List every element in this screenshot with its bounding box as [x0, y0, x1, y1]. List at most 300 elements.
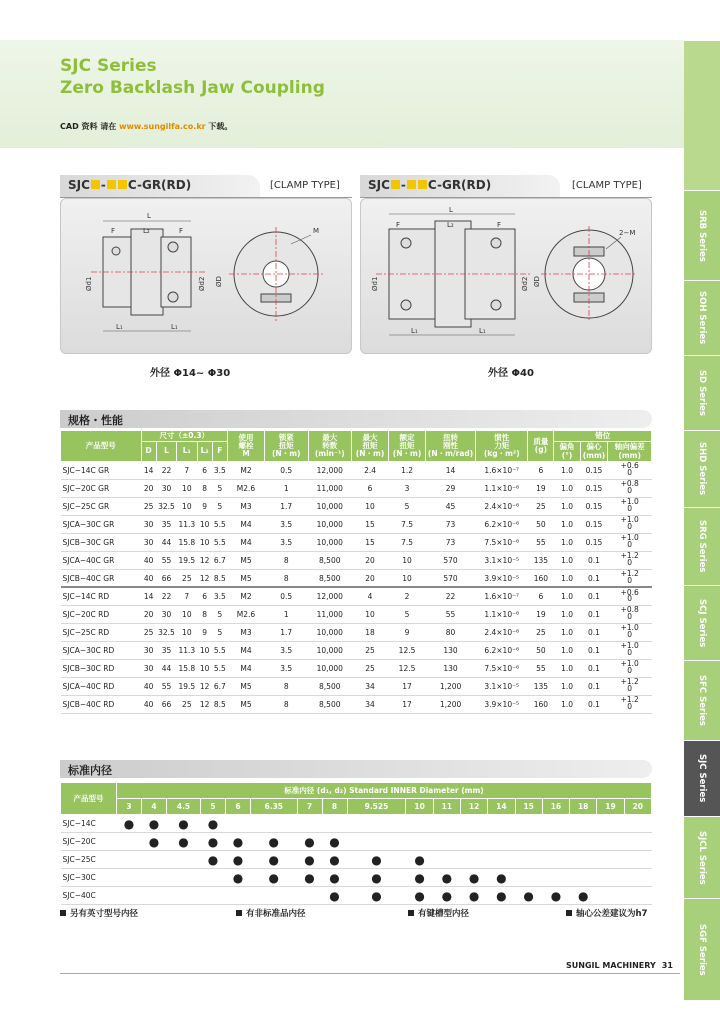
spec-cell-L1: 25 [177, 695, 197, 713]
bore-row [61, 851, 652, 869]
spec-cell-ecc: 0.1 [580, 677, 608, 695]
spec-cell-max: 34 [352, 677, 389, 695]
svg-text:L₂: L₂ [143, 227, 150, 235]
spec-cell-L1: 10 [177, 605, 197, 623]
spec-cell-L1: 25 [177, 569, 197, 587]
spec-cell-D: 30 [141, 533, 156, 551]
bore-available-dot: ● [433, 869, 460, 887]
spec-row [61, 479, 652, 497]
spec-section-title: 规格・性能 [60, 410, 652, 428]
spec-cell-M: M2 [227, 587, 264, 605]
bore-available-dot: ● [322, 851, 347, 869]
spec-cell-stiff: 130 [426, 641, 476, 659]
bore-cell-model: SJC−40C [61, 887, 117, 905]
spec-cell-tq: 0.5 [264, 587, 308, 605]
spec-cell-ecc: 0.15 [580, 515, 608, 533]
bore-empty-cell [488, 833, 515, 851]
spec-cell-rated: 10 [389, 551, 426, 569]
spec-table: 产品型号 尺寸（±0.3） 使用 螺栓 M 锁紧 扭矩 (N・m) 最大 转数 (min⁻¹) 最大 扭矩 (N・m) 额定 扭矩 (N・m) 扭转 刚性 (N・m/rad) 惯性 力矩 (kg・m²) 质量 (g) 错位 D L L₁ L₂ F 偏角 (°) 偏心 (mm) 轴向偏差 (mm) SJC−14C GR 14 22 7 6 3.5 M2 0.5 12,000 2.4 1.2 14 1.6×10⁻⁷ 6 1.0 0.15 +0.6 0 SJC−20C GR 20 30 10 8 5 M2.6 1 11,000 6 3 29 1.1×10⁻⁶ 19 1.0 0.15 +0.8 0 SJC−25C GR 25 32.5 10 9 5 M3 1.7 10,000 10 5 45 2.4×10⁻⁶ 25 1.0 0.15 +1.0 0 SJCA−30C GR 30 35 11.3 10 5.5 M4 3.5 10,000 15 7.5 73 6.2×10⁻⁶ 50 1.0 0.15 +1.0 0 SJCB−30C GR 30 44 15.8 10 5.5 M4 3.5 10,000 15 7.5 73 7.5×10⁻⁶ 55 1.0 0.15 +1.0 0 SJCA−40C GR 40 55 19.5 12 6.7 M5 8 8,500 20 10 570 3.1×10⁻⁵ 135 1.0 0.1 +1.2 0 SJCB−40C GR 40 66 25 12 8.5 M5 8 8,500 20 10 570 3.9×10⁻⁵ 160 1.0 0.1 +1.2 0 SJC−14C RD 14 22 7 6 3.5 M2 0.5 12,000 4 2 22 1.6×10⁻⁷ 6 1.0 0.1 +0.6 0 SJC−20C RD 20 30 10 8 5 M2.6 1 11,000 10 5 55 1.1×10⁻⁶ 19 1.0 0.1 +0.8 0 SJC−25C RD 25 32.5 10 9 5 M3 1.7 10,000 18 9 80 2.4×10⁻⁶ 25 1.0 0.1 +1.0 0 SJCA−30C RD 30 35 11.3 10 5.5 M4 3.5 10,000 25 12.5 130 6.2×10⁻⁶ 50 1.0 0.1 +1.0 0 SJCB−30C RD 30 44 15.8 10 5.5 M4 3.5 10,000 25 12.5 130 7.5×10⁻⁶ 55 1.0 0.1 +1.0 0 SJCA−40C RD 40 55 19.5 12 6.7 M5 8 8,500 34 17 1,200 3.1×10⁻⁵ 135 1.0 0.1 +1.2 0 SJCB−40C RD 40 66 25 12 8.5 M5 8 8,500 34 17 1,200 3.9×10⁻⁵ 160 1.0 0.1 +1.2 0 [60, 430, 652, 714]
spec-cell-stiff: 73 [426, 533, 476, 551]
spec-cell-axial: +1.0 0 [608, 641, 652, 659]
drawing-1-box [60, 198, 352, 354]
bore-size-header: 19 [597, 799, 624, 815]
bore-available-dot: ● [141, 815, 166, 833]
spec-cell-L1: 19.5 [177, 551, 197, 569]
bore-size-header: 4 [141, 799, 166, 815]
spec-cell-tq: 3.5 [264, 659, 308, 677]
spec-cell-L: 22 [156, 461, 176, 479]
spec-cell-tq: 8 [264, 551, 308, 569]
bore-available-dot: ● [166, 833, 200, 851]
svg-text:L₁: L₁ [116, 323, 123, 331]
bore-empty-cell [322, 815, 347, 833]
drawing-2-box [360, 198, 652, 354]
spec-cell-rated: 7.5 [389, 533, 426, 551]
spec-cell-tq: 0.5 [264, 461, 308, 479]
spec-row [61, 623, 652, 641]
spec-cell-tq: 1.7 [264, 497, 308, 515]
bore-table [60, 782, 652, 905]
page-number: 31 [661, 961, 673, 970]
spec-cell-inertia: 6.2×10⁻⁶ [476, 641, 528, 659]
spec-cell-rated: 5 [389, 605, 426, 623]
side-tab-sfc[interactable]: SFC Series [684, 660, 720, 740]
spec-cell-max: 6 [352, 479, 389, 497]
spec-cell-L2: 9 [197, 497, 212, 515]
spec-cell-ang: 1.0 [554, 551, 580, 569]
spec-cell-rpm: 11,000 [308, 479, 352, 497]
bore-empty-cell [488, 851, 515, 869]
bore-empty-cell [297, 887, 322, 905]
bore-available-dot: ● [406, 851, 433, 869]
spec-cell-L2: 8 [197, 479, 212, 497]
svg-text:2−M: 2−M [619, 229, 636, 237]
side-tab-soh[interactable]: SOH Series [684, 280, 720, 355]
spec-cell-rpm: 8,500 [308, 677, 352, 695]
spec-cell-max: 25 [352, 641, 389, 659]
spec-cell-rated: 7.5 [389, 515, 426, 533]
spec-cell-rated: 9 [389, 623, 426, 641]
spec-cell-rated: 2 [389, 587, 426, 605]
svg-text:L₁: L₁ [411, 327, 418, 335]
spec-cell-max: 15 [352, 533, 389, 551]
spec-cell-L: 22 [156, 587, 176, 605]
bore-empty-cell [117, 833, 142, 851]
spec-cell-rpm: 8,500 [308, 695, 352, 713]
bore-size-row [61, 799, 652, 815]
bore-empty-cell [347, 833, 406, 851]
bore-empty-cell [226, 887, 251, 905]
spec-cell-stiff: 80 [426, 623, 476, 641]
bore-empty-cell [624, 833, 651, 851]
spec-cell-L2: 6 [197, 587, 212, 605]
spec-cell-M: M5 [227, 695, 264, 713]
bore-empty-cell [251, 815, 298, 833]
spec-cell-ecc: 0.1 [580, 587, 608, 605]
bore-size-header: 11 [433, 799, 460, 815]
bore-empty-cell [117, 869, 142, 887]
spec-cell-M: M3 [227, 497, 264, 515]
spec-cell-L: 44 [156, 659, 176, 677]
spec-cell-axial: +1.2 0 [608, 677, 652, 695]
bore-empty-cell [597, 887, 624, 905]
bore-size-header: 8 [322, 799, 347, 815]
bore-empty-cell [166, 887, 200, 905]
note-inch-bore: 另有英寸型号内径 [60, 907, 138, 919]
spec-cell-D: 40 [141, 695, 156, 713]
bore-empty-cell [433, 851, 460, 869]
spec-cell-inertia: 7.5×10⁻⁶ [476, 659, 528, 677]
bore-available-dot: ● [347, 869, 406, 887]
spec-cell-model: SJCB−40C GR [61, 569, 142, 587]
spec-cell-inertia: 2.4×10⁻⁶ [476, 623, 528, 641]
spec-cell-ang: 1.0 [554, 695, 580, 713]
spec-cell-tq: 1.7 [264, 623, 308, 641]
spec-cell-model: SJC−14C GR [61, 461, 142, 479]
spec-cell-L2: 6 [197, 461, 212, 479]
bore-table-body [61, 815, 652, 905]
svg-text:M: M [313, 227, 320, 235]
spec-cell-tq: 1 [264, 479, 308, 497]
spec-cell-inertia: 3.9×10⁻⁵ [476, 569, 528, 587]
bore-empty-cell [570, 815, 597, 833]
bore-available-dot: ● [297, 869, 322, 887]
spec-cell-M: M2.6 [227, 479, 264, 497]
spec-cell-max: 15 [352, 515, 389, 533]
spec-cell-ang: 1.0 [554, 515, 580, 533]
spec-header-misalign: 错位 [554, 431, 652, 442]
spec-cell-M: M2 [227, 461, 264, 479]
spec-cell-ecc: 0.15 [580, 479, 608, 497]
bore-empty-cell [542, 815, 569, 833]
spec-cell-ecc: 0.1 [580, 641, 608, 659]
cad-download-note [60, 121, 232, 132]
drawing-2-caption: 外径 Φ40 [488, 368, 534, 379]
page-footer [566, 961, 673, 970]
spec-cell-D: 30 [141, 641, 156, 659]
bore-available-dot: ● [166, 815, 200, 833]
spec-cell-axial: +1.2 0 [608, 695, 652, 713]
spec-cell-axial: +1.0 0 [608, 533, 652, 551]
spec-cell-model: SJCB−30C RD [61, 659, 142, 677]
spec-cell-L1: 19.5 [177, 677, 197, 695]
spec-cell-axial: +1.0 0 [608, 497, 652, 515]
svg-text:L₁: L₁ [171, 323, 178, 331]
spec-row [61, 677, 652, 695]
bore-size-header: 10 [406, 799, 433, 815]
svg-text:L: L [449, 206, 453, 214]
bore-size-header: 12 [461, 799, 488, 815]
spec-cell-L: 30 [156, 479, 176, 497]
bore-empty-cell [433, 815, 460, 833]
spec-cell-max: 20 [352, 569, 389, 587]
spec-cell-M: M4 [227, 533, 264, 551]
spec-row [61, 659, 652, 677]
spec-cell-mass: 55 [528, 533, 554, 551]
bore-available-dot: ● [488, 869, 515, 887]
spec-cell-inertia: 3.1×10⁻⁵ [476, 677, 528, 695]
bore-empty-cell [297, 815, 322, 833]
side-tab-srg[interactable]: SRG Series [684, 507, 720, 585]
bore-size-header: 3 [117, 799, 142, 815]
spec-cell-rpm: 10,000 [308, 623, 352, 641]
spec-row [61, 533, 652, 551]
spec-row [61, 461, 652, 479]
spec-cell-L1: 10 [177, 623, 197, 641]
bore-empty-cell [570, 869, 597, 887]
bore-available-dot: ● [406, 869, 433, 887]
bore-size-header: 5 [201, 799, 226, 815]
bore-empty-cell [570, 851, 597, 869]
svg-text:Ød2: Ød2 [521, 276, 529, 291]
spec-cell-L: 32.5 [156, 623, 176, 641]
side-tab-srb[interactable]: SRB Series [684, 190, 720, 280]
spec-cell-rated: 17 [389, 677, 426, 695]
spec-cell-L1: 11.3 [177, 641, 197, 659]
bore-empty-cell [347, 815, 406, 833]
spec-cell-D: 40 [141, 569, 156, 587]
spec-cell-rpm: 10,000 [308, 497, 352, 515]
spec-cell-max: 20 [352, 551, 389, 569]
spec-cell-D: 20 [141, 479, 156, 497]
spec-cell-inertia: 7.5×10⁻⁶ [476, 533, 528, 551]
bore-size-header: 6 [226, 799, 251, 815]
spec-cell-ecc: 0.1 [580, 605, 608, 623]
spec-cell-L: 55 [156, 551, 176, 569]
spec-cell-axial: +1.2 0 [608, 551, 652, 569]
spec-cell-L2: 9 [197, 623, 212, 641]
spec-cell-ecc: 0.1 [580, 659, 608, 677]
spec-cell-F: 3.5 [212, 461, 227, 479]
bore-section-title: 标准内径 [60, 760, 652, 778]
spec-cell-D: 25 [141, 497, 156, 515]
bore-empty-cell [542, 833, 569, 851]
spec-cell-D: 30 [141, 515, 156, 533]
spec-cell-inertia: 3.9×10⁻⁵ [476, 695, 528, 713]
bore-size-header: 14 [488, 799, 515, 815]
spec-cell-rated: 3 [389, 479, 426, 497]
bore-empty-cell [141, 887, 166, 905]
bore-available-dot: ● [201, 833, 226, 851]
spec-cell-L2: 12 [197, 569, 212, 587]
spec-row [61, 695, 652, 713]
spec-cell-F: 3.5 [212, 587, 227, 605]
spec-cell-model: SJCB−30C GR [61, 533, 142, 551]
spec-cell-model: SJC−25C RD [61, 623, 142, 641]
spec-cell-D: 30 [141, 659, 156, 677]
bore-empty-cell [515, 851, 542, 869]
spec-cell-F: 6.7 [212, 677, 227, 695]
spec-cell-ang: 1.0 [554, 497, 580, 515]
spec-cell-ang: 1.0 [554, 677, 580, 695]
spec-cell-ang: 1.0 [554, 659, 580, 677]
spec-cell-L2: 10 [197, 641, 212, 659]
spec-cell-axial: +0.8 0 [608, 479, 652, 497]
spec-cell-D: 20 [141, 605, 156, 623]
spec-cell-L: 35 [156, 641, 176, 659]
bore-empty-cell [141, 851, 166, 869]
spec-cell-rated: 10 [389, 569, 426, 587]
side-tab-sjcl[interactable]: SJCL Series [684, 816, 720, 898]
bore-cell-model: SJC−20C [61, 833, 117, 851]
spec-cell-mass: 55 [528, 659, 554, 677]
spec-cell-rpm: 11,000 [308, 605, 352, 623]
spec-cell-rpm: 10,000 [308, 515, 352, 533]
spec-cell-L: 35 [156, 515, 176, 533]
spec-cell-tq: 3.5 [264, 533, 308, 551]
spec-cell-axial: +1.0 0 [608, 659, 652, 677]
bore-size-header: 9.525 [347, 799, 406, 815]
spec-row [61, 587, 652, 605]
spec-cell-tq: 3.5 [264, 515, 308, 533]
spec-cell-D: 14 [141, 461, 156, 479]
bore-available-dot: ● [251, 851, 298, 869]
dim-L-label: L [147, 212, 151, 220]
spec-cell-model: SJCA−40C RD [61, 677, 142, 695]
drawing-1-type: [CLAMP TYPE] [270, 180, 340, 191]
spec-cell-F: 5 [212, 479, 227, 497]
coupling-drawing-small [61, 199, 351, 353]
spec-cell-ang: 1.0 [554, 587, 580, 605]
bore-empty-cell [515, 833, 542, 851]
bore-available-dot: ● [201, 851, 226, 869]
spec-cell-stiff: 73 [426, 515, 476, 533]
spec-cell-inertia: 3.1×10⁻⁵ [476, 551, 528, 569]
spec-cell-model: SJCA−30C GR [61, 515, 142, 533]
spec-cell-F: 5.5 [212, 533, 227, 551]
spec-cell-ang: 1.0 [554, 623, 580, 641]
bore-empty-cell [226, 815, 251, 833]
drawing-1-caption: 外径 Φ14~ Φ30 [150, 368, 231, 379]
spec-cell-mass: 135 [528, 677, 554, 695]
spec-cell-model: SJC−25C GR [61, 497, 142, 515]
drawing-2-title: SJC - C-GR(RD) [360, 175, 560, 197]
spec-cell-M: M5 [227, 677, 264, 695]
spec-cell-L1: 15.8 [177, 659, 197, 677]
bore-row [61, 887, 652, 905]
cad-prefix: CAD 资料 请在 [60, 122, 120, 131]
bore-empty-cell [461, 815, 488, 833]
spec-cell-mass: 25 [528, 497, 554, 515]
spec-cell-tq: 1 [264, 605, 308, 623]
bore-empty-cell [597, 833, 624, 851]
bore-available-dot: ● [515, 887, 542, 905]
bore-empty-cell [406, 815, 433, 833]
spec-row [61, 497, 652, 515]
spec-cell-F: 8.5 [212, 569, 227, 587]
bore-empty-cell [515, 815, 542, 833]
bore-cell-model: SJC−14C [61, 815, 117, 833]
spec-cell-rated: 17 [389, 695, 426, 713]
bore-size-header: 4.5 [166, 799, 200, 815]
spec-cell-stiff: 570 [426, 569, 476, 587]
side-tab-sjc-active[interactable]: SJC Series [684, 740, 720, 816]
spec-cell-L: 55 [156, 677, 176, 695]
svg-text:Ød1: Ød1 [371, 276, 379, 291]
bore-cell-model: SJC−30C [61, 869, 117, 887]
spec-cell-mass: 50 [528, 515, 554, 533]
side-tab-shd[interactable]: SHD Series [684, 430, 720, 507]
coupling-drawing-large [361, 199, 651, 353]
spec-cell-max: 2.4 [352, 461, 389, 479]
spec-cell-rpm: 10,000 [308, 641, 352, 659]
spec-cell-ang: 1.0 [554, 461, 580, 479]
spec-cell-L2: 10 [197, 515, 212, 533]
bore-empty-cell [117, 851, 142, 869]
side-tab-sd[interactable]: SD Series [684, 355, 720, 430]
side-tab-scj[interactable]: SCJ Series [684, 585, 720, 660]
drawing-1-title: SJC - C-GR(RD) [60, 175, 260, 197]
spec-row [61, 641, 652, 659]
spec-cell-mass: 6 [528, 461, 554, 479]
spec-cell-ecc: 0.1 [580, 695, 608, 713]
bore-empty-cell [201, 869, 226, 887]
side-tab-top [684, 40, 720, 190]
spec-cell-F: 5 [212, 605, 227, 623]
spec-cell-inertia: 1.6×10⁻⁷ [476, 461, 528, 479]
spec-cell-rated: 12.5 [389, 641, 426, 659]
bore-available-dot: ● [322, 869, 347, 887]
spec-cell-rpm: 10,000 [308, 533, 352, 551]
spec-row [61, 605, 652, 623]
spec-cell-M: M4 [227, 659, 264, 677]
spec-cell-max: 10 [352, 605, 389, 623]
spec-cell-stiff: 45 [426, 497, 476, 515]
spec-cell-ecc: 0.1 [580, 569, 608, 587]
spec-cell-mass: 135 [528, 551, 554, 569]
spec-cell-D: 25 [141, 623, 156, 641]
bore-available-dot: ● [542, 887, 569, 905]
spec-cell-ecc: 0.1 [580, 623, 608, 641]
spec-row [61, 551, 652, 569]
spec-cell-mass: 19 [528, 479, 554, 497]
bore-size-header: 18 [570, 799, 597, 815]
spec-cell-model: SJCA−40C GR [61, 551, 142, 569]
side-tab-sgf[interactable]: SGF Series [684, 898, 720, 1000]
footer-brand: SUNGIL MACHINERY [566, 961, 656, 970]
spec-cell-mass: 160 [528, 569, 554, 587]
spec-cell-stiff: 22 [426, 587, 476, 605]
bore-empty-cell [406, 833, 433, 851]
spec-cell-axial: +1.2 0 [608, 569, 652, 587]
spec-cell-mass: 160 [528, 695, 554, 713]
spec-row [61, 569, 652, 587]
bore-empty-cell [624, 887, 651, 905]
bore-available-dot: ● [297, 851, 322, 869]
spec-cell-inertia: 1.1×10⁻⁶ [476, 479, 528, 497]
spec-cell-tq: 8 [264, 569, 308, 587]
spec-cell-F: 5.5 [212, 515, 227, 533]
cad-suffix: 下载。 [205, 122, 233, 131]
spec-cell-inertia: 2.4×10⁻⁶ [476, 497, 528, 515]
spec-cell-F: 5 [212, 497, 227, 515]
bore-available-dot: ● [461, 869, 488, 887]
spec-cell-axial: +1.0 0 [608, 623, 652, 641]
spec-cell-model: SJC−20C GR [61, 479, 142, 497]
cad-url-link[interactable]: www.sungilfa.co.kr [119, 122, 206, 131]
bore-available-dot: ● [347, 851, 406, 869]
bore-available-dot: ● [322, 833, 347, 851]
spec-cell-F: 5 [212, 623, 227, 641]
bore-empty-cell [570, 833, 597, 851]
bore-empty-cell [624, 869, 651, 887]
note-nonstandard-bore: 有非标准品内径 [236, 907, 306, 919]
spec-cell-tq: 8 [264, 695, 308, 713]
spec-cell-rpm: 8,500 [308, 551, 352, 569]
spec-cell-L1: 10 [177, 497, 197, 515]
bore-empty-cell [461, 851, 488, 869]
spec-cell-ang: 1.0 [554, 533, 580, 551]
